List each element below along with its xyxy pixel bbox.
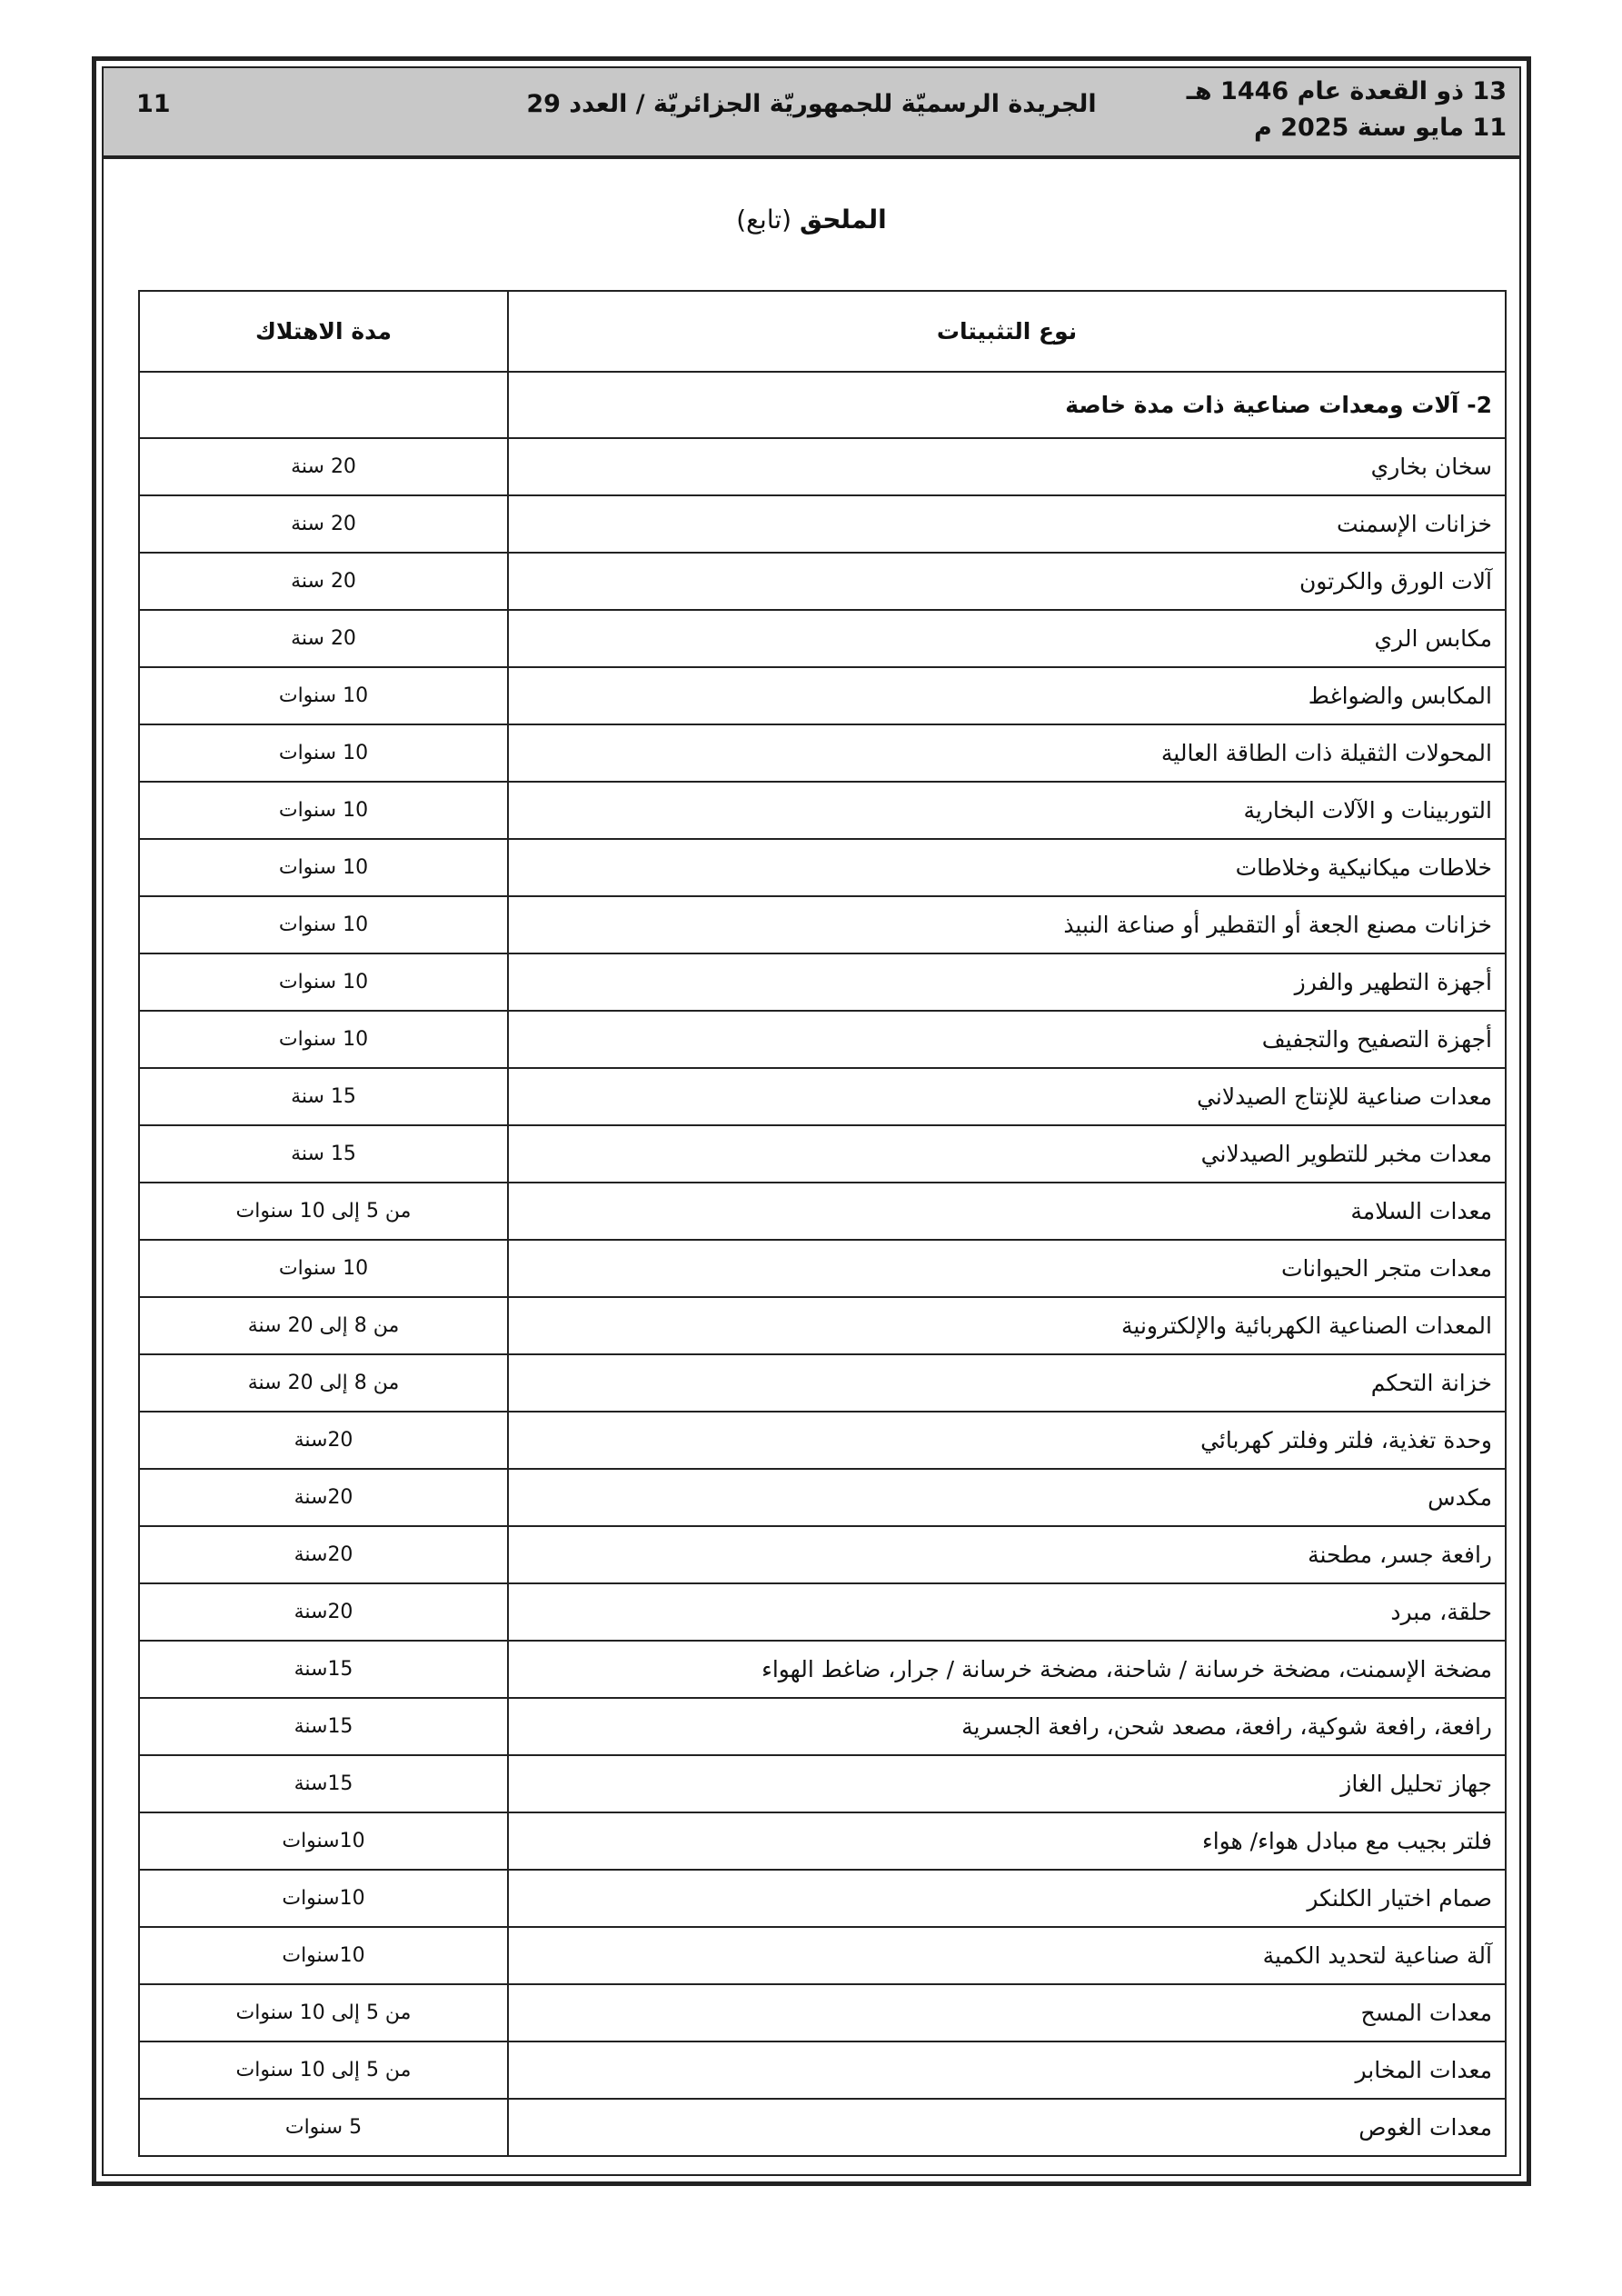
fixed-asset-type: معدات السلامة	[508, 1183, 1506, 1240]
fixed-asset-type: جهاز تحليل الغاز	[508, 1755, 1506, 1812]
table-row	[139, 1641, 1506, 1698]
depreciation-duration: 15 سنة	[139, 1068, 508, 1125]
gregorian-date: 11 مايو سنة 2025 م	[1253, 114, 1507, 142]
fixed-asset-type: معدات المخابر	[508, 2041, 1506, 2099]
depreciation-duration: 10 سنوات	[139, 1011, 508, 1068]
table-row	[139, 2041, 1506, 2099]
table-row	[139, 1927, 1506, 1984]
table-row	[139, 1011, 1506, 1068]
table-row	[139, 1870, 1506, 1927]
table-row	[139, 667, 1506, 724]
fixed-asset-type: معدات صناعية للإنتاج الصيدلاني	[508, 1068, 1506, 1125]
annex-title	[104, 205, 1519, 235]
fixed-asset-type: حلقة، مبرد	[508, 1583, 1506, 1641]
fixed-asset-type: المحولات الثقيلة ذات الطاقة العالية	[508, 724, 1506, 782]
table-row	[139, 1183, 1506, 1240]
gazette-header	[104, 68, 1519, 159]
depreciation-duration: 20سنة	[139, 1583, 508, 1641]
table-row	[139, 1755, 1506, 1812]
table-row	[139, 839, 1506, 896]
fixed-asset-type: سخان بخاري	[508, 438, 1506, 495]
fixed-asset-type: معدات متجر الحيوانات	[508, 1240, 1506, 1297]
page-frame	[92, 56, 1531, 2186]
table-row	[139, 1412, 1506, 1469]
depreciation-duration: 10 سنوات	[139, 839, 508, 896]
gazette-title: الجريدة الرسميّة للجمهوريّة الجزائريّة / العدد 29	[526, 90, 1097, 118]
depreciation-duration: 10 سنوات	[139, 1240, 508, 1297]
depreciation-duration: 20سنة	[139, 1412, 508, 1469]
depreciation-duration: من 5 إلى 10 سنوات	[139, 2041, 508, 2099]
hijri-date: 13 ذو القعدة عام 1446 هـ	[1186, 77, 1507, 105]
depreciation-duration: 10 سنوات	[139, 667, 508, 724]
fixed-asset-type: المعدات الصناعية الكهربائية والإلكترونية	[508, 1297, 1506, 1354]
fixed-asset-type: آلات الورق والكرتون	[508, 553, 1506, 610]
depreciation-duration: 10 سنوات	[139, 896, 508, 953]
table-row	[139, 2099, 1506, 2156]
fixed-asset-type: معدات الغوص	[508, 2099, 1506, 2156]
table-row	[139, 1812, 1506, 1870]
table-row	[139, 553, 1506, 610]
table-row	[139, 1984, 1506, 2041]
fixed-asset-type: خزانات الإسمنت	[508, 495, 1506, 553]
table-row	[139, 1125, 1506, 1183]
fixed-asset-type: التوربينات و الآلات البخارية	[508, 782, 1506, 839]
fixed-asset-type: أجهزة التصفيح والتجفيف	[508, 1011, 1506, 1068]
depreciation-duration: 10سنوات	[139, 1927, 508, 1984]
table-row	[139, 1583, 1506, 1641]
fixed-asset-type: وحدة تغذية، فلتر وفلتر كهربائي	[508, 1412, 1506, 1469]
fixed-asset-type: رافعة جسر، مطحنة	[508, 1526, 1506, 1583]
annex-title-sub: (تابع)	[736, 205, 792, 235]
depreciation-duration: 20 سنة	[139, 438, 508, 495]
depreciation-duration: 20سنة	[139, 1469, 508, 1526]
depreciation-duration: 20سنة	[139, 1526, 508, 1583]
depreciation-duration: من 5 إلى 10 سنوات	[139, 1183, 508, 1240]
fixed-asset-type: مكدس	[508, 1469, 1506, 1526]
header-type: نوع التثبيتات	[508, 291, 1506, 372]
table-row	[139, 782, 1506, 839]
table-row	[139, 724, 1506, 782]
table-row	[139, 1240, 1506, 1297]
depreciation-duration: 10 سنوات	[139, 953, 508, 1011]
fixed-asset-type: صمام اختيار الكلنكر	[508, 1870, 1506, 1927]
header-duration: مدة الاهتلاك	[139, 291, 508, 372]
depreciation-duration: 10سنوات	[139, 1812, 508, 1870]
depreciation-duration: من 5 إلى 10 سنوات	[139, 1984, 508, 2041]
table-row	[139, 1068, 1506, 1125]
table-row	[139, 1469, 1506, 1526]
table-row	[139, 896, 1506, 953]
fixed-asset-type: خلاطات ميكانيكية وخلاطات	[508, 839, 1506, 896]
depreciation-duration: 15سنة	[139, 1698, 508, 1755]
table-header-row	[139, 291, 1506, 372]
fixed-asset-type: معدات مخبر للتطوير الصيدلاني	[508, 1125, 1506, 1183]
fixed-asset-type: مكابس الري	[508, 610, 1506, 667]
fixed-asset-type: رافعة، رافعة شوكية، رافعة، مصعد شحن، رافعة الجسرية	[508, 1698, 1506, 1755]
fixed-asset-type: أجهزة التطهير والفرز	[508, 953, 1506, 1011]
table-row	[139, 438, 1506, 495]
fixed-asset-type: آلة صناعية لتحديد الكمية	[508, 1927, 1506, 1984]
section-duration-empty	[139, 372, 508, 438]
page-number: 11	[136, 90, 171, 118]
depreciation-duration: 15 سنة	[139, 1125, 508, 1183]
fixed-asset-type: مضخة الإسمنت، مضخة خرسانة / شاحنة، مضخة خرسانة / جرار، ضاغط الهواء	[508, 1641, 1506, 1698]
annex-title-main: الملحق	[800, 205, 887, 235]
depreciation-duration: من 8 إلى 20 سنة	[139, 1354, 508, 1412]
fixed-asset-type: معدات المسح	[508, 1984, 1506, 2041]
table-row	[139, 953, 1506, 1011]
table-row	[139, 495, 1506, 553]
fixed-asset-type: خزانة التحكم	[508, 1354, 1506, 1412]
table-row	[139, 610, 1506, 667]
section-row	[139, 372, 1506, 438]
depreciation-duration: 10سنوات	[139, 1870, 508, 1927]
depreciation-duration: 20 سنة	[139, 495, 508, 553]
depreciation-duration: 15سنة	[139, 1641, 508, 1698]
depreciation-table	[138, 290, 1507, 2157]
fixed-asset-type: فلتر بجيب مع مبادل هواء/ هواء	[508, 1812, 1506, 1870]
depreciation-duration: 15سنة	[139, 1755, 508, 1812]
page-inner-frame	[102, 66, 1521, 2176]
depreciation-duration: من 8 إلى 20 سنة	[139, 1297, 508, 1354]
depreciation-duration: 20 سنة	[139, 610, 508, 667]
table-row	[139, 1354, 1506, 1412]
fixed-asset-type: المكابس والضواغط	[508, 667, 1506, 724]
depreciation-duration: 20 سنة	[139, 553, 508, 610]
depreciation-duration: 10 سنوات	[139, 724, 508, 782]
table-row	[139, 1526, 1506, 1583]
table-row	[139, 1698, 1506, 1755]
table-row	[139, 1297, 1506, 1354]
fixed-asset-type: خزانات مصنع الجعة أو التقطير أو صناعة النبيذ	[508, 896, 1506, 953]
depreciation-duration: 5 سنوات	[139, 2099, 508, 2156]
depreciation-duration: 10 سنوات	[139, 782, 508, 839]
section-title: 2- آلات ومعدات صناعية ذات مدة خاصة	[508, 372, 1506, 438]
